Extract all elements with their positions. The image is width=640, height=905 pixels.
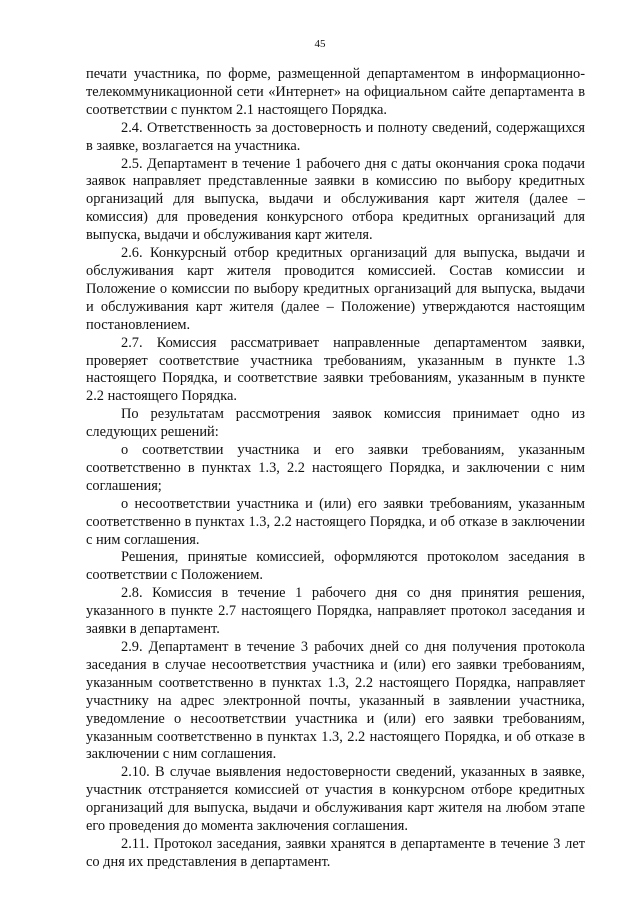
paragraph-2-5: 2.5. Департамент в течение 1 рабочего дня с даты окончания срока подачи заявок направляет представленные заявки в комиссию по выбору кредитных организаций для выпуска, выдачи и обслуживания карт жителя (далее – комиссия) для проведения конкурсного отбора кредитных организаций для выпуска, выдачи и обслуживания карт жителя. [86, 155, 585, 244]
paragraph-results-intro: По результатам рассмотрения заявок комиссия принимает одно из следующих решений: [86, 406, 585, 441]
page-number: 45 [314, 38, 326, 50]
paragraph-continuation: печати участника, по форме, размещенной департаментом в информационно-телекоммуникационной сети «Интернет» на официальном сайте департамента в соответствии с пунктом 2.1 настоящего Порядка. [86, 66, 585, 118]
paragraph-2-4: 2.4. Ответственность за достоверность и полноту сведений, содержащихся в заявке, возлагается на участника. [86, 119, 585, 154]
paragraph-2-11: 2.11. Протокол заседания, заявки хранятся в департаменте в течение 3 лет со дня их представления в департамент. [86, 835, 585, 870]
paragraph-decision-noncompliance: о несоответствии участника и (или) его заявки требованиям, указанным соответственно в пунктах 1.3, 2.2 настоящего Порядка, и об отказе в заключении с ним соглашения. [86, 495, 585, 548]
paragraph-2-8: 2.8. Комиссия в течение 1 рабочего дня со дня принятия решения, указанного в пункте 2.7 настоящего Порядка, направляет протокол заседания и заявки в департамент. [86, 585, 585, 638]
paragraph-2-9: 2.9. Департамент в течение 3 рабочих дней со дня получения протокола заседания в случае несоответствия участника и (или) его заявки требованиям, указанным соответственно в пунктах 1.3, 2.2 настоящего Порядка, направляет участнику на адрес электронной почты, указанный в заявлении участника, уведомление о несоответствии участника и (или) его заявки требованиям, указанным соответственно в пунктах 1.3, 2.2 настоящего Порядка, и об отказе в заключении с ним соглашения. [86, 639, 585, 763]
paragraph-decisions-protocol: Решения, принятые комиссией, оформляются протоколом заседания в соответствии с Положением. [86, 549, 585, 584]
paragraph-decision-compliance: о соответствии участника и его заявки требованиям, указанным соответственно в пунктах 1.3, 2.2 настоящего Порядка, и заключении с ним соглашения; [86, 442, 585, 494]
paragraph-2-10: 2.10. В случае выявления недостоверности сведений, указанных в заявке, участник отстраняется комиссией от участия в конкурсном отборе кредитных организаций для выпуска, выдачи и обслуживания карт жителя на любом этапе его проведения до момента заключения соглашения. [86, 764, 585, 835]
paragraph-2-7: 2.7. Комиссия рассматривает направленные департаментом заявки, проверяет соответствие участника требованиям, указанным в пункте 1.3 настоящего Порядка, и соответствие заявки требованиям, указанным в пункте 2.2 настоящего Порядка. [86, 334, 585, 405]
paragraph-2-6: 2.6. Конкурсный отбор кредитных организаций для выпуска, выдачи и обслуживания карт жителя проводится комиссией. Состав комиссии и Положение о комиссии по выбору кредитных организаций для выпуска, выдачи и обслуживания карт жителя (далее – Положение) утверждаются настоящим постановлением. [86, 245, 585, 333]
document-body [86, 66, 585, 872]
